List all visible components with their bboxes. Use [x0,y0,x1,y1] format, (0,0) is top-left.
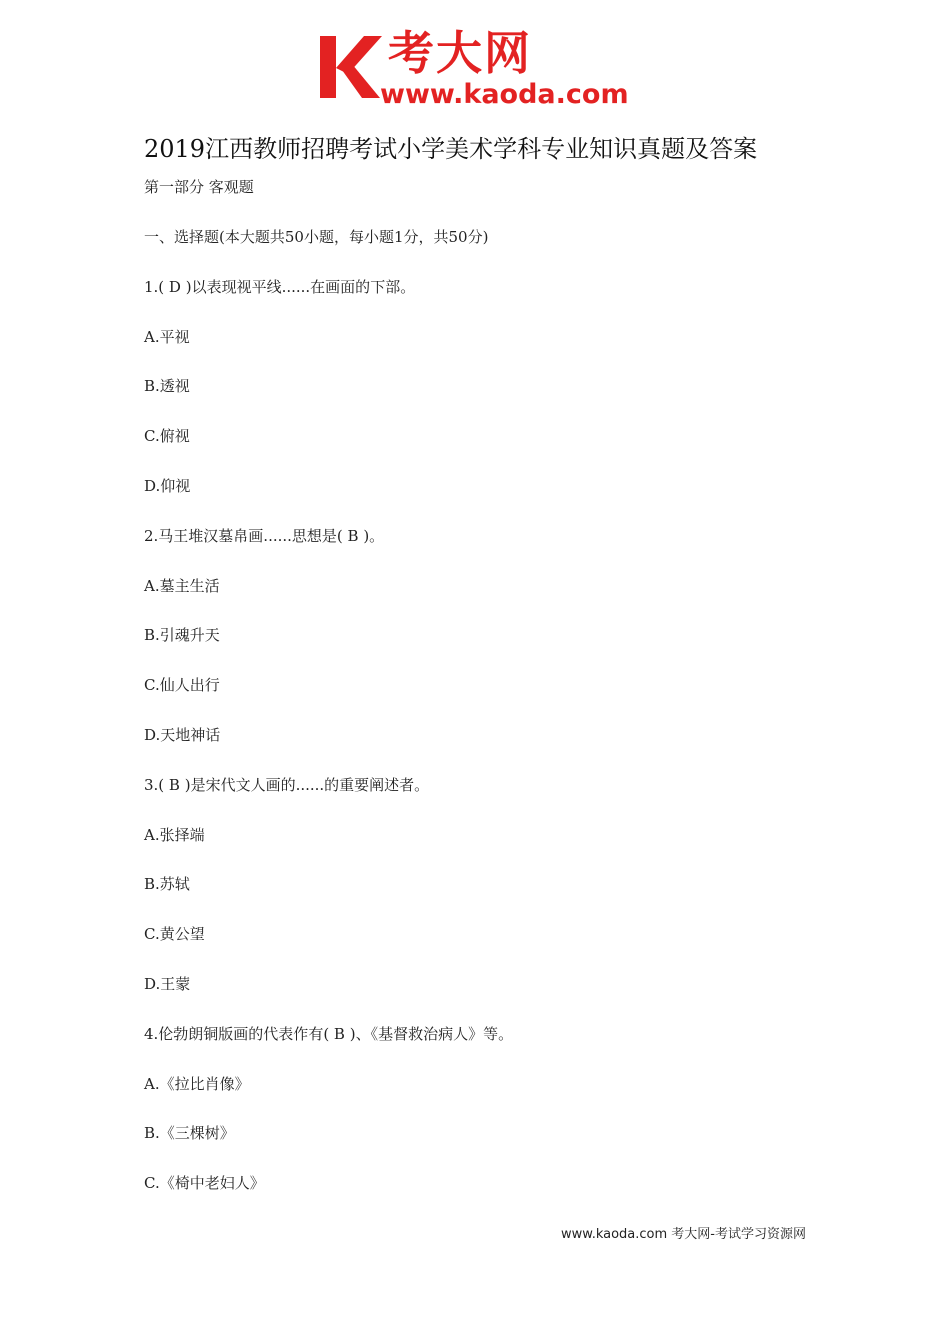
option-line: A.《拉比肖像》 [144,1074,250,1093]
question-list [144,226,844,1222]
logo-brand-text: 考大网 [388,26,532,80]
option-line: C.仙人出行 [144,676,220,695]
k-logo-icon [318,34,384,100]
option-line: D.天地神话 [144,725,221,744]
question-2: 2.马王堆汉墓帛画......思想是( B )。 [144,526,385,545]
option-line: C.俯视 [144,427,190,446]
part-heading: 第一部分 客观题 [144,178,254,196]
option-line: B.引魂升天 [144,626,220,645]
option-line: A.张择端 [144,825,205,844]
document-title: 2019江西教师招聘考试小学美术学科专业知识真题及答案 [144,135,758,163]
option-line: B.《三棵树》 [144,1124,235,1143]
option-line: A.墓主生活 [144,576,220,595]
option-line: D.王蒙 [144,974,191,993]
option-line: B.苏轼 [144,875,190,894]
option-line: A.平视 [144,327,190,346]
option-line: C.黄公望 [144,925,205,944]
page-footer: www.kaoda.com 考大网-考试学习资源网 [561,1227,806,1242]
question-4: 4.伦勃朗铜版画的代表作有( B )、《基督救治病人》等。 [144,1024,514,1043]
logo-url-text: www.kaoda.com [380,79,629,110]
option-line: D.仰视 [144,476,191,495]
question-1: 1.( D )以表现视平线......在画面的下部。 [144,277,416,296]
question-3: 3.( B )是宋代文人画的......的重要阐述者。 [144,775,430,794]
section-heading: 一、选择题(本大题共50小题，每小题1分，共50分) [144,228,489,246]
kaoda-logo [318,26,638,112]
option-line: B.透视 [144,377,190,396]
option-line: C.《椅中老妇人》 [144,1174,265,1193]
